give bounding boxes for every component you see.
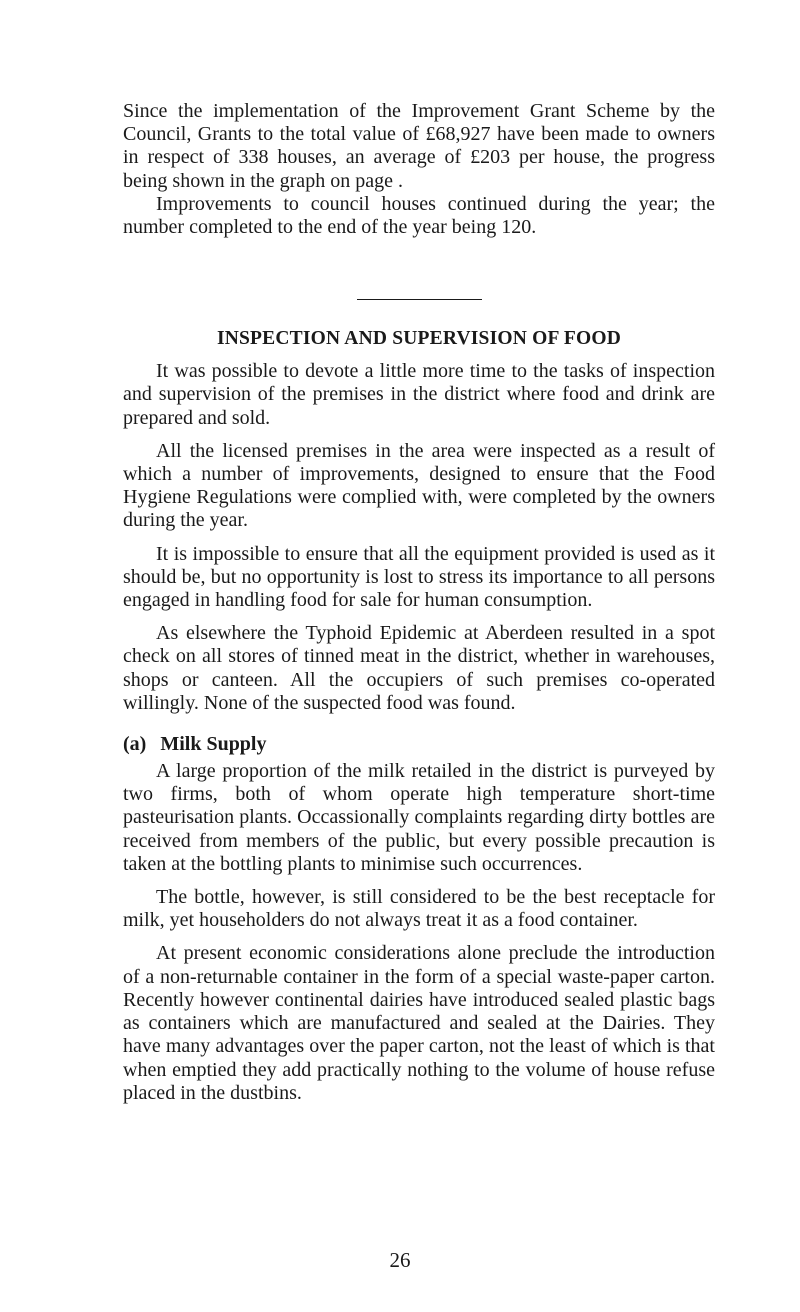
intro-paragraph: Since the implementation of the Improvement Grant Scheme by the Council, Grants to the total value of £68,927 have been made to owners in respect of 338 houses, an average of £203 per house, the progress being shown in the graph on page . [123,100,715,192]
section-divider [357,299,482,300]
subsection-heading [123,733,715,756]
subsection-title: Milk Supply [160,733,267,756]
intro-paragraph: Improvements to council houses continued during the year; the number completed to the end of the year being 120. [123,192,715,239]
body-paragraph: It was possible to devote a little more time to the tasks of inspection and supervision of the premises in the district where food and drink are prepared and sold. [123,360,715,429]
body-paragraph: A large proportion of the milk retailed in the district is purveyed by two firms, both of whom operate high temperature short-time pasteurisation plants. Occassionally complaints regarding dirty bottles are received from members of the public, but every possible precaution is taken at the bottling plants to minimise such occurrences. [123,760,715,875]
body-paragraph: All the licensed premises in the area were inspected as a result of which a number of improvements, designed to ensure that the Food Hygiene Regulations were complied with, were completed by the owners during the year. [123,439,715,532]
body-paragraph: The bottle, however, is still considered to be the best receptacle for milk, yet householders do not always treat it as a food container. [123,886,715,932]
section-heading: INSPECTION AND SUPERVISION OF FOOD [216,328,622,350]
body-paragraph: As elsewhere the Typhoid Epidemic at Aberdeen resulted in a spot check on all stores of tinned meat in the district, whether in warehouses, shops or canteen. All the occupiers of such premises co-operated willingly. None of the suspected food was found. [123,622,715,714]
body-paragraph: At present economic considerations alone preclude the introduction of a non-returnable container in the form of a special waste-paper carton. Recently however continental dairies have introduced sealed plastic bags as containers which are manufactured and sealed at the Dairies. They have many advantages over the paper carton, not the least of which is that when emptied they add practically nothing to the volume of house refuse placed in the dustbins. [123,942,715,1104]
body-paragraph: It is impossible to ensure that all the equipment provided is used as it should be, but no opportunity is lost to stress its importance to all persons engaged in handling food for sale for human consumption. [123,542,715,612]
text-column [123,100,715,1105]
subsection-label: (a) [123,733,147,756]
page-number: 26 [389,1248,411,1272]
